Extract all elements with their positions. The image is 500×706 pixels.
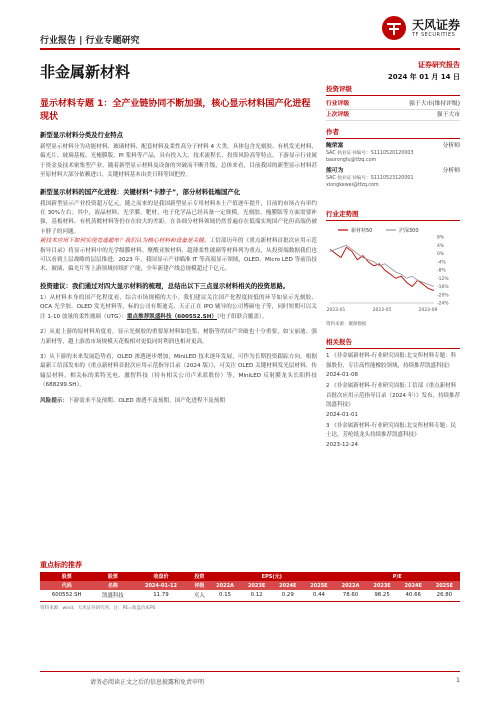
point-2: 2）从更上游的原材料角度看，显示光刻胶的重要原材料如色浆、树脂等的国产突破也十分重要，如宝丽迪、强力新材等，越上游盈市场规模天花板相对更低同时利润也相对更高。 xyxy=(40,329,317,345)
sub-header: 评级 xyxy=(190,581,209,590)
y-tick-label: -20% xyxy=(437,293,449,299)
y-tick-label: 8% xyxy=(437,235,445,241)
x-tick-label: 2023-01 xyxy=(326,308,346,313)
sidebar xyxy=(326,84,460,450)
risk-label: 风险提示： xyxy=(40,397,68,404)
y-tick-label: -16% xyxy=(437,285,449,291)
page-title: 非金属新材料 xyxy=(40,63,131,81)
sub-header: 2024-01-12 xyxy=(132,581,189,590)
x-tick-label: 2023-09 xyxy=(418,308,438,313)
legend-label: 新材料50 xyxy=(351,228,373,234)
table-note: 资料来源：wind，天风证券研究所，注：PE=收盘价/EPS xyxy=(40,606,156,611)
risk-warning xyxy=(40,397,317,406)
section-heading-3: 投资建议：我们通过对四大显示材料的梳理，总结出以下三点显示材料相关的投资思路。 xyxy=(40,281,290,290)
related-item[interactable]: 1 《非金属新材料-行业研究周报:北交所材料专题：科强股份，专注高性能橡胶领域，持续推荐凯盛科技》 2024-01-08 xyxy=(326,353,457,378)
y-tick-label: -8% xyxy=(437,268,446,274)
stock-table xyxy=(40,572,460,602)
chart-source: 资料来源：聚源数据 xyxy=(326,322,367,327)
rating-row: 行业评级 强于大市(维持评级) xyxy=(326,99,460,110)
sub-header: 2022A xyxy=(335,581,367,590)
legend-label: 沪深300 xyxy=(399,228,419,234)
industry-trend-chart xyxy=(326,225,460,319)
sub-header: 2024E xyxy=(398,581,429,590)
section-heading-2: 新型显示材料的国产化进程：关键材料“卡脖子”，部分材料低端国产化 xyxy=(40,187,241,196)
point-1-text: 1）从材料本身的国产化程度看，综合市场规模的大小。我们建议关注国产化程度较低的环节如显示光刻胶、OCA 光学胶、OLED 发光材料等，标的公司有斯迪克、天正正在 IPO 辅导的公司博硕电子等，同时短期可以关注 1-10 放量的柔性玻璃（UTG）： xyxy=(40,294,317,320)
point-3: 3）从下游的未来发展趋势看，OLED 渗透逐步增加，MiniLED 技术逐年发展，可作为长期投资跟踪方向。根据最新工信部发布的《重点新材料首批次应用示范指导目录（2024 版）》，可关注 OLED 关键材料发光层材料、传输层材料，相关标的莱特光电、激智科技（持有相关公司卢米蓝股份）等，MiniLED 反射膜龙头长阳科技（688299.SH）。 xyxy=(40,353,317,389)
footer-rule xyxy=(40,671,460,672)
y-tick-label: 4% xyxy=(437,243,445,249)
col-header: P/E xyxy=(335,572,460,581)
report-category: 行业报告 | 行业专题研究 xyxy=(40,36,140,46)
sub-header: 2023E xyxy=(241,581,272,590)
rating-heading: 投资评级 xyxy=(326,84,460,96)
report-subtitle: 显示材料专题 1：全产业链协同不断加强，核心显示材料国产化进程现状 xyxy=(40,99,311,122)
point-1 xyxy=(40,294,317,322)
y-tick-label: 0% xyxy=(437,252,445,258)
analyst-2: 熊可为 分析师 SAC 执业证书编号：S1110523120001 xiongkewei@tfzq.com xyxy=(326,168,460,188)
sub-header: 代码 xyxy=(40,581,93,590)
sub-header: 名称 xyxy=(93,581,132,590)
series-line xyxy=(330,247,434,290)
col-header: 投资 xyxy=(190,572,209,581)
brand-logo-icon xyxy=(381,15,407,41)
y-tick-label: -12% xyxy=(437,276,449,282)
related-item[interactable]: 2 《非金属新材料-行业研究周报:工信部《重点新材料首批次应用示范指导目录（2024 年）》发布，持续推荐凯盛科技》 2024-01-01 xyxy=(326,383,460,418)
highlight-text: 新技术应用下如何实现弯道超车？我们认为核心材料和设备是关键。 xyxy=(40,238,210,245)
brand-name-en: TF SECURITIES xyxy=(411,31,456,38)
point-1-tail: （电子组联合覆盖）。 xyxy=(216,313,268,320)
section-continuation: 工信部历年的《重点新材料首批次应用示范指导目录》将显示材料中的光学级膜材料、聚酰亚胺材料、超薄柔性玻璃等材料列为重点，从投资端数据我们也可以看到上层战略的层层推进，2023 年，我国显示产业瞄准 IT 等高端显示领域，OLED、Micro LED 等前沿技术、玻璃、偏光片等上游领域持续扩产能，全年新建产线总规模超过千亿元。 xyxy=(40,238,317,273)
chart-heading: 行业走势图 xyxy=(326,209,460,221)
col-header: 股票 xyxy=(93,572,132,581)
page-number: 1 xyxy=(456,677,460,684)
section-heading-1: 新型显示材料分类及行业特点 xyxy=(40,131,124,139)
rating-row: 上次评级 强于大市 xyxy=(326,110,460,121)
series-line xyxy=(330,245,434,286)
section-paragraph-2b xyxy=(40,237,317,275)
author-heading: 作者 xyxy=(326,127,460,139)
col-header: 股票 xyxy=(40,572,93,581)
y-tick-label: -24% xyxy=(437,301,449,307)
sub-header: 2025E xyxy=(303,581,334,590)
key-recommendation: 重点推荐凯盛科技（600552.SH） xyxy=(126,313,217,320)
sub-header: 2022A xyxy=(209,581,241,590)
table-row: 600552.SH 凯盛科技 11.79 买入 0.15 0.12 0.29 0.44 78.60 98.25 40.66 26.80 xyxy=(40,590,460,601)
main-content xyxy=(40,98,317,406)
sub-header: 2024E xyxy=(272,581,303,590)
brand-logo xyxy=(381,15,460,41)
col-header: 收盘价 xyxy=(132,572,189,581)
col-header: EPS(元) xyxy=(209,572,334,581)
related-item[interactable]: 3 《非金属新材料-行业研究周报:北交所材料专题：民士达，芳纶纸龙头持续推荐凯盛科技》 2023-12-24 xyxy=(326,422,457,448)
analyst-1: 鲍荣富 分析师 SAC 执业证书编号：S1110520120003 baorongfu@tfzq.com xyxy=(326,143,460,163)
x-tick-label: 2023-05 xyxy=(372,308,392,313)
related-heading: 相关报告 xyxy=(326,337,460,349)
brand-name: 天风证券 xyxy=(411,17,460,32)
header-rule xyxy=(40,48,460,50)
section-paragraph-2: 我国新型显示产业投资超万亿元，随之而来的是我国新型显示专用材料本土产值逐年提升，目前的市场占有率约在 30%左右；其中，液晶材料、光学膜、靶材、电子化学品已经具备一定规模，光刻胶、掩膜版等方面需要补强，基板材料、有机蒸镀材料等仍存在较大的差距。在各细分材料领域仍然普遍存在低端实现国产化但高端仍被卡脖子的问题。 xyxy=(40,200,317,235)
footer-disclaimer: 请务必阅读正文之后的信息披露和免责申明 xyxy=(90,679,205,686)
risk-text: 下游需求不及预期、OLED 渗透不及预期、国产化进程不及预期 xyxy=(67,397,225,404)
trend-chart-svg xyxy=(326,225,460,315)
sub-header: 2023E xyxy=(366,581,397,590)
y-tick-label: -4% xyxy=(437,260,446,266)
report-date: 2024 年 01 月 14 日 xyxy=(387,73,460,81)
section-paragraph-1: 新型显示材料分为功能材料、玻璃材料、配套材料及柔性高分子材料 4 大类，具体包含光刻胶、有机发光材料、偏光片、玻璃基板、光掩膜版、PI 浆料等产品，具有投入大、技术流程长、投资风险高等特点。下游显示行业属于资金及技术密集型产业，随着新型显示材料及设备的突破而不断升级，总体来看，目前我国的新型显示材料甚至原材料大部分依赖进口，关键材料基本由美日韩等国把控。 xyxy=(40,144,317,179)
sub-header: 2025E xyxy=(429,581,460,590)
stock-table-heading: 重点标的推荐 xyxy=(40,561,82,569)
report-type: 证券研究报告 xyxy=(418,61,460,69)
